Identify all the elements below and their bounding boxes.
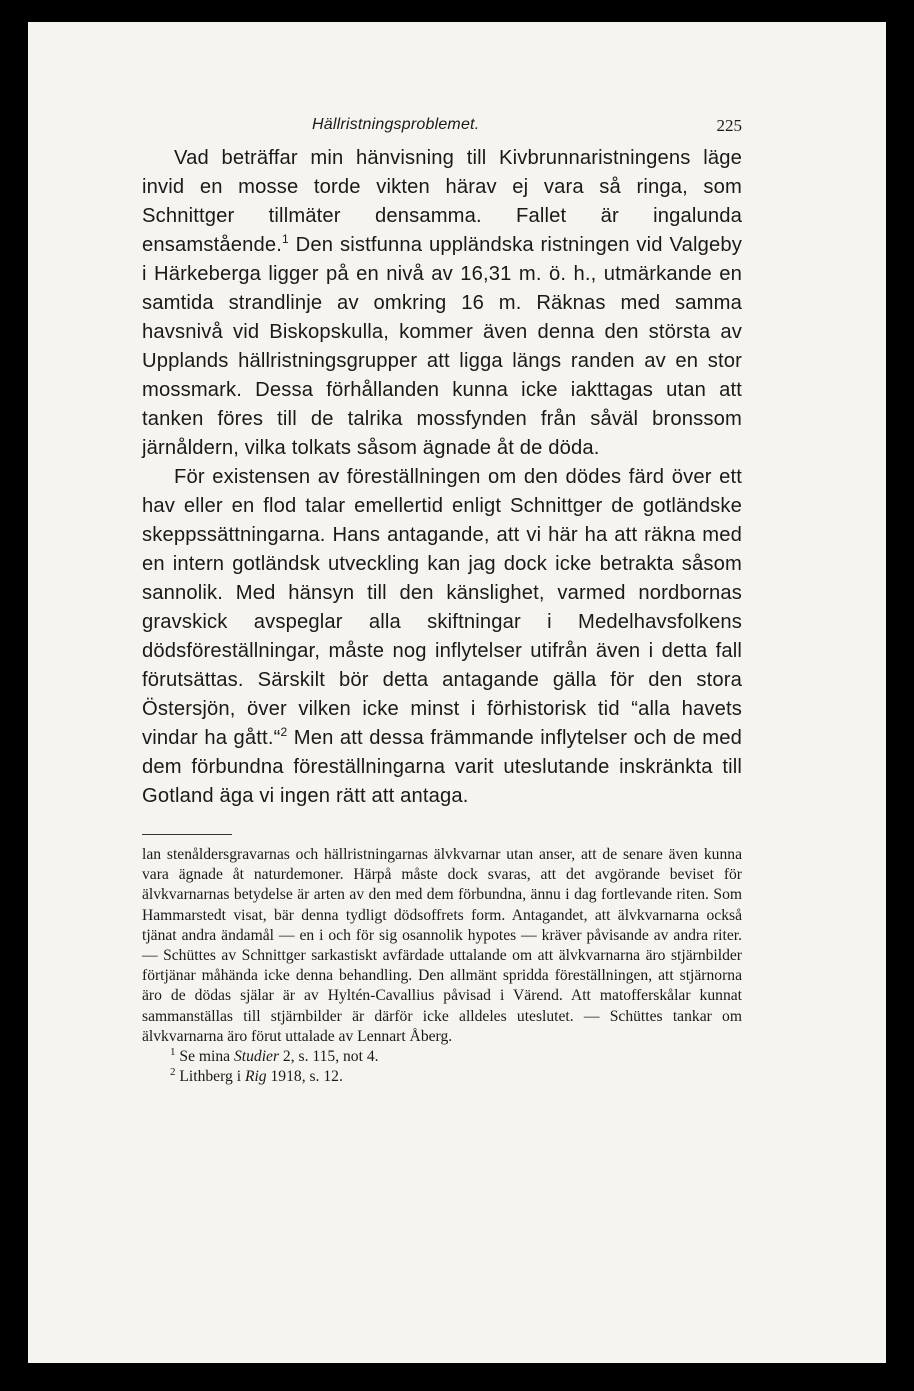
footnote-1-pre: Se mina bbox=[175, 1048, 234, 1066]
book-page bbox=[28, 22, 886, 1363]
footnote-continued: lan stenåldersgravarnas och hällristningarnas älvkvarnar utan anser, att de senare även kunna vara ägnade åt naturdemoner. Härpå måste dock svaras, att det avgörande beviset för älvkvarnarnas betydelse är arten av den med dem förbundna, ännu i dag fortlevande riten. Som Hammarstedt visat, bär denna tydligt dödsoffrets form. Antagandet, att älvkvarnarna också tjänat andra ändamål — en i och för sig osannolik hypotes — kräver påvisande av andra riter. — Schüttes av Schnittger sarkastiskt avfärdade uttalande om att älvkvarnarna äro stjärnbilder förtjänar måhända icke denna behandling. Den allmänt spridda föreställningen, att stjärnorna äro de dödas själar är av Hyltén-Cavallius påvisad i Värend. Att matofferskålar kunnat sammanställas till stjärnbilder är därför icke alldeles uteslutet. — Schüttes tankar om älvkvarnarna äro förut uttalade av Lennart Åberg. bbox=[142, 846, 742, 1045]
footnote-ref-2: 2 bbox=[280, 725, 288, 739]
footnote-ref-1: 1 bbox=[282, 232, 289, 246]
running-title: Hällristningsproblemet. bbox=[312, 116, 480, 133]
paragraph-1-text-a: Vad beträffar min hänvisning till Kivbrunnaristningens läge invid en mosse torde vikten härav ej vara så ringa, som Schnittger tillmäter densamma. Fallet är ingalunda ensamstående. bbox=[142, 147, 742, 256]
footnote-1-mark: 1 bbox=[170, 1046, 176, 1059]
footnotes bbox=[142, 845, 742, 1087]
footnote-2-post: 1918, s. 12. bbox=[266, 1068, 343, 1086]
page-number: 225 bbox=[716, 116, 742, 135]
footnote-2-title: Rig bbox=[244, 1068, 267, 1086]
paragraph-2 bbox=[142, 463, 742, 811]
footnote-2-pre: Lithberg i bbox=[175, 1068, 245, 1086]
footnote-rule bbox=[142, 834, 232, 835]
footnote-1 bbox=[142, 1047, 742, 1067]
running-head bbox=[142, 116, 742, 140]
paragraph-1-text-b: Den sistfunna uppländska ristningen vid Valgeby i Härkeberga ligger på en nivå av 16,31 m. ö. h., utmärkande en samtida strandlinje av omkring 16 m. Räknas med samma havsnivå vid Biskopskulla, kommer även denna den största av Upplands hällristningsgrupper att ligga längs randen av en stor mossmark. Dessa förhållanden kunna icke iakttagas utan att tanken föres till de talrika mossfynden från såväl bronssom järnåldern, vilka tolkats såsom ägnade åt de döda. bbox=[142, 234, 742, 459]
footnote-2 bbox=[142, 1067, 742, 1087]
paragraph-1 bbox=[142, 144, 742, 463]
footnote-1-title: Studier bbox=[233, 1048, 280, 1066]
body-text bbox=[142, 144, 742, 811]
footnote-1-post: 2, s. 115, not 4. bbox=[279, 1048, 379, 1066]
paragraph-2-text-b: Men att dessa främmande inflytelser och de med dem förbundna föreställningarna varit uteslutande inskränkta till Gotland äga vi ingen rätt att antaga. bbox=[142, 727, 742, 807]
footnote-2-mark: 2 bbox=[170, 1066, 176, 1079]
paragraph-2-text-a: För existensen av föreställningen om den dödes färd över ett hav eller en flod talar emellertid enligt Schnittger de gotländske skeppssättningarna. Hans antagande, att vi här ha att räkna med en intern gotländsk utveckling kan jag dock icke betrakta såsom sannolik. Med hänsyn till den känslighet, varmed nordbornas gravskick avspeglar alla skiftningar i Medelhavsfolkens dödsföreställningar, måste nog inflytelser utifrån även i detta fall förutsättas. Särskilt bör detta antagande gälla för den stora Östersjön, över vilken icke minst i förhistorisk tid “alla havets vindar ha gått.“ bbox=[142, 466, 742, 749]
